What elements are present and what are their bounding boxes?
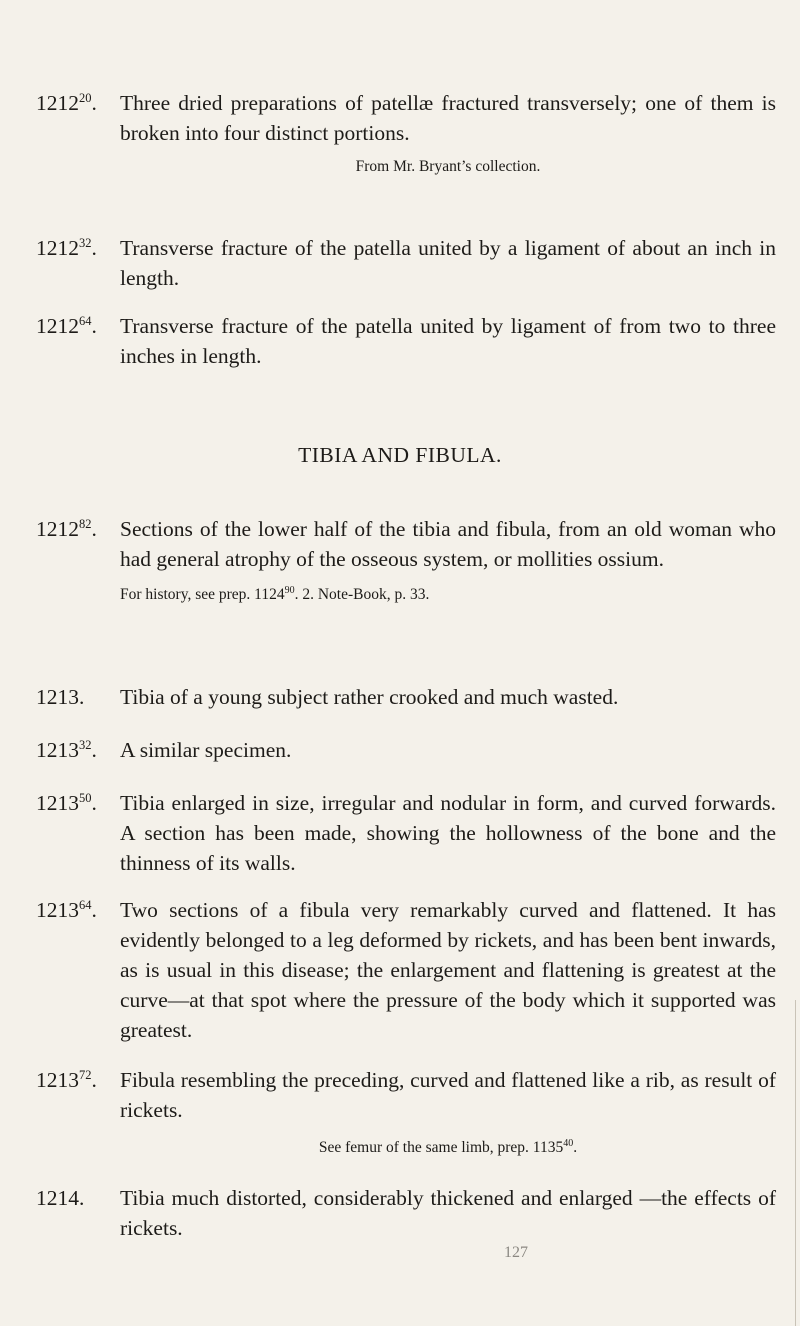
entry-number: 1213. bbox=[36, 685, 85, 709]
entry-description: Three dried preparations of patellæ fractured transversely; one of them is broken into four distinct portions. bbox=[120, 91, 776, 145]
page-number: 127 bbox=[504, 1244, 528, 1261]
catalogue-entry bbox=[36, 514, 776, 606]
catalogue-entry bbox=[36, 788, 776, 878]
catalogue-entry bbox=[36, 1183, 776, 1243]
catalogue-entry bbox=[36, 1065, 776, 1159]
entry-note: For history, see prep. 1124$^{90}$. 2. Note-Book, p. 33. bbox=[120, 585, 430, 603]
catalogue-entry bbox=[36, 895, 776, 1045]
catalogue-entry bbox=[36, 311, 776, 371]
entry-number: 1213$^{32}$. bbox=[36, 738, 97, 762]
entry-note: See femur of the same limb, prep. 1135$^{40}$. bbox=[318, 1138, 578, 1156]
entry-number: 1213$^{64}$. bbox=[36, 898, 97, 922]
entry-number: 1213$^{72}$. bbox=[36, 1068, 97, 1092]
entry-number: 1214. bbox=[36, 1186, 85, 1210]
entry-description: Tibia enlarged in size, irregular and nodular in form, and curved forwards. A section has been made, showing the hollowness of the bone and the thinness of its walls. bbox=[120, 791, 776, 875]
entry-description: A similar specimen. bbox=[120, 738, 292, 762]
entry-number: 1212$^{32}$. bbox=[36, 236, 97, 260]
catalogue-entry bbox=[36, 735, 776, 765]
entry-description: Fibula resembling the preceding, curved and flattened like a rib, as result of rickets. bbox=[120, 1068, 776, 1122]
entry-number: 1212$^{20}$. bbox=[36, 91, 97, 115]
entry-description: Tibia of a young subject rather crooked and much wasted. bbox=[120, 685, 619, 709]
entry-description: Sections of the lower half of the tibia and fibula, from an old woman who had general atrophy of the osseous system, or mollities ossium. bbox=[120, 517, 776, 571]
entry-note: From Mr. Bryant’s collection. bbox=[355, 158, 541, 175]
entry-description: Two sections of a fibula very remarkably curved and flattened. It has evidently belonged to a leg deformed by rickets, and has been bent inwards, as is usual in this disease; the enlargement and flattening is greatest at the curve—at that spot where the pressure of the body which it supported was greatest. bbox=[120, 898, 776, 1042]
section-heading: TIBIA AND FIBULA. bbox=[298, 443, 502, 467]
catalogue-entry bbox=[36, 88, 776, 178]
catalogue-entry bbox=[36, 682, 776, 712]
entry-description: Transverse fracture of the patella united by ligament of from two to three inches in length. bbox=[120, 314, 776, 368]
entry-number: 1212$^{82}$. bbox=[36, 517, 97, 541]
entry-description: Tibia much distorted, considerably thickened and enlarged —the effects of rickets. bbox=[120, 1186, 776, 1240]
page-edge-line bbox=[795, 1000, 796, 1326]
catalogue-entry bbox=[36, 233, 776, 293]
entry-number: 1212$^{64}$. bbox=[36, 314, 97, 338]
entry-description: Transverse fracture of the patella united by a ligament of about an inch in length. bbox=[120, 236, 776, 290]
entry-number: 1213$^{50}$. bbox=[36, 791, 97, 815]
